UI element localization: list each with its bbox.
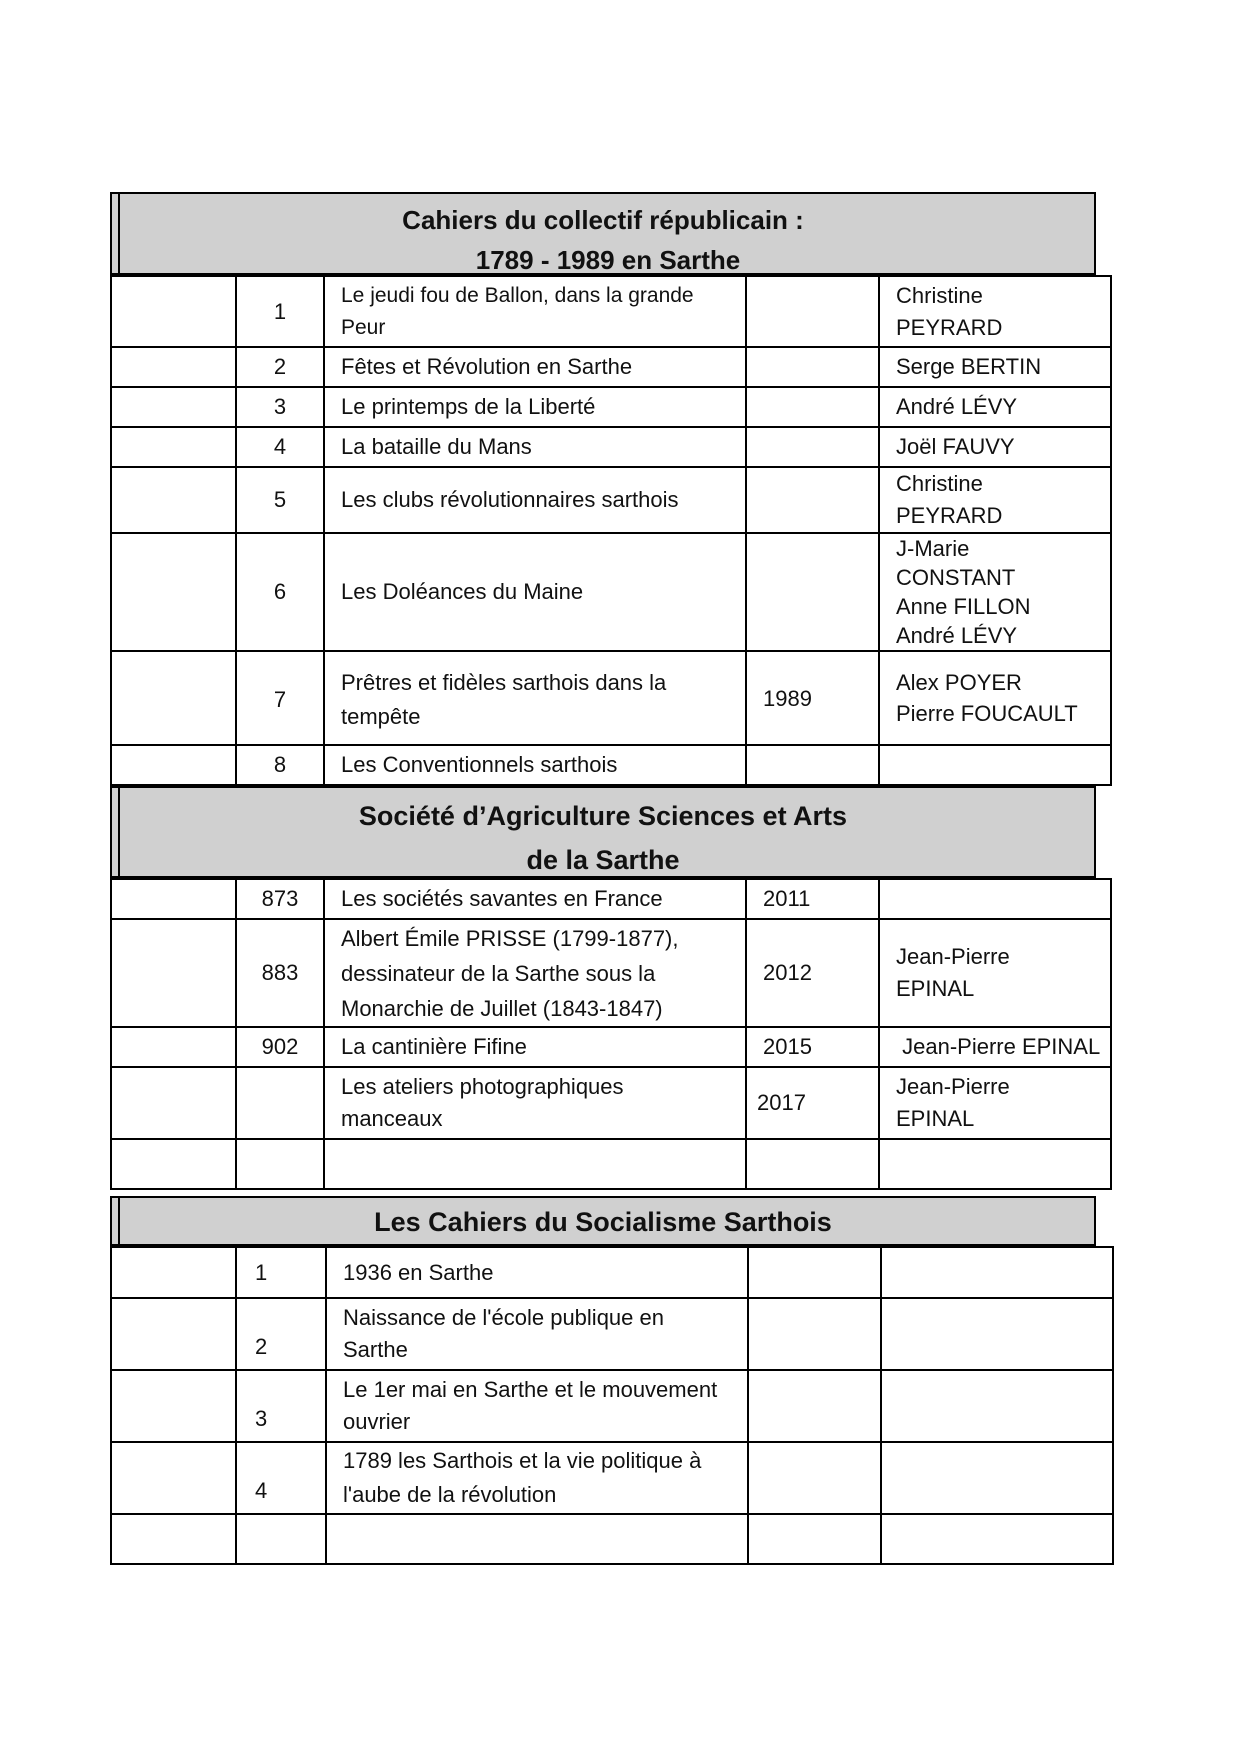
section-header	[110, 192, 1096, 275]
table-row	[111, 533, 1111, 651]
author-cell	[881, 1247, 1113, 1298]
year-cell	[746, 533, 879, 651]
title-cell: Prêtres et fidèles sarthois dans la tempête	[324, 651, 746, 745]
section-title: Société d’Agriculture Sciences et Arts	[358, 801, 848, 831]
title-cell	[324, 1139, 746, 1189]
blank-cell	[111, 1027, 236, 1067]
author-cell: J-Marie CONSTANT Anne FILLON André LÉVY	[879, 533, 1111, 651]
title-cell: 1936 en Sarthe	[326, 1247, 748, 1298]
table-row	[111, 1370, 1113, 1442]
table-row	[111, 1027, 1111, 1067]
blank-cell	[111, 533, 236, 651]
table-row	[111, 387, 1111, 427]
title-cell	[326, 1514, 748, 1564]
number-cell: 3	[236, 387, 324, 427]
year-cell	[746, 387, 879, 427]
author-cell: Christine PEYRARD	[879, 467, 1111, 533]
blank-cell	[111, 1370, 236, 1442]
number-cell: 4	[236, 1442, 326, 1514]
table-row	[111, 427, 1111, 467]
year-cell: 2017	[746, 1067, 879, 1139]
table-row	[111, 467, 1111, 533]
year-cell	[748, 1370, 881, 1442]
title-cell: Fêtes et Révolution en Sarthe	[324, 347, 746, 387]
blank-cell	[111, 1139, 236, 1189]
title-cell: Les clubs révolutionnaires sarthois	[324, 467, 746, 533]
section-subtitle: de la Sarthe	[526, 845, 680, 875]
year-cell	[748, 1247, 881, 1298]
catalog-document	[110, 192, 1106, 1565]
year-cell: 2012	[746, 919, 879, 1027]
blank-cell	[111, 387, 236, 427]
number-cell: 1	[236, 276, 324, 347]
number-cell: 8	[236, 745, 324, 785]
table-row	[111, 1514, 1113, 1564]
blank-cell	[111, 347, 236, 387]
blank-cell	[111, 467, 236, 533]
blank-cell	[111, 427, 236, 467]
author-cell	[881, 1514, 1113, 1564]
section-title: Cahiers du collectif républicain :	[402, 205, 804, 235]
table-row	[111, 276, 1111, 347]
year-cell	[746, 347, 879, 387]
title-cell: La cantinière Fifine	[324, 1027, 746, 1067]
number-cell	[236, 1514, 326, 1564]
title-cell: Les ateliers photographiques manceaux	[324, 1067, 746, 1139]
title-cell: Albert Émile PRISSE (1799-1877), dessinateur de la Sarthe sous la Monarchie de Juillet (1843-1847)	[324, 919, 746, 1027]
number-cell	[236, 1067, 324, 1139]
author-cell	[881, 1370, 1113, 1442]
year-cell	[746, 745, 879, 785]
title-cell: Le printemps de la Liberté	[324, 387, 746, 427]
number-cell: 5	[236, 467, 324, 533]
section-subtitle: 1789 - 1989 en Sarthe	[475, 245, 741, 275]
blank-cell	[111, 651, 236, 745]
year-cell: 2015	[746, 1027, 879, 1067]
author-cell	[881, 1298, 1113, 1370]
blank-cell	[111, 276, 236, 347]
number-cell	[236, 1139, 324, 1189]
title-cell: Les sociétés savantes en France	[324, 879, 746, 919]
blank-cell	[111, 1298, 236, 1370]
section-header	[110, 786, 1096, 878]
number-cell: 902	[236, 1027, 324, 1067]
title-cell: La bataille du Mans	[324, 427, 746, 467]
blank-cell	[111, 879, 236, 919]
number-cell: 6	[236, 533, 324, 651]
table-row	[111, 347, 1111, 387]
title-cell: Le jeudi fou de Ballon, dans la grande Peur	[324, 276, 746, 347]
number-cell: 7	[236, 651, 324, 745]
table-row	[111, 1298, 1113, 1370]
blank-cell	[111, 1442, 236, 1514]
author-cell	[879, 879, 1111, 919]
title-cell: Naissance de l'école publique en Sarthe	[326, 1298, 748, 1370]
blank-cell	[111, 1247, 236, 1298]
year-cell	[746, 427, 879, 467]
number-cell: 1	[236, 1247, 326, 1298]
table-row	[111, 879, 1111, 919]
table-row	[111, 1247, 1113, 1298]
year-cell	[748, 1442, 881, 1514]
number-cell: 873	[236, 879, 324, 919]
author-cell	[879, 745, 1111, 785]
year-cell: 1989	[746, 651, 879, 745]
number-cell: 3	[236, 1370, 326, 1442]
title-cell: Les Conventionnels sarthois	[324, 745, 746, 785]
author-cell	[879, 1139, 1111, 1189]
author-cell	[881, 1442, 1113, 1514]
table-row	[111, 919, 1111, 1027]
number-cell: 2	[236, 1298, 326, 1370]
title-cell: 1789 les Sarthois et la vie politique à l'aube de la révolution	[326, 1442, 748, 1514]
author-cell: Jean-Pierre EPINAL	[879, 919, 1111, 1027]
year-cell	[746, 1139, 879, 1189]
section-title: Les Cahiers du Socialisme Sarthois	[374, 1207, 832, 1237]
author-cell: Christine PEYRARD	[879, 276, 1111, 347]
author-cell: André LÉVY	[879, 387, 1111, 427]
blank-cell	[111, 919, 236, 1027]
author-cell: Alex POYER Pierre FOUCAULT	[879, 651, 1111, 745]
year-cell: 2011	[746, 879, 879, 919]
year-cell	[746, 276, 879, 347]
table-row	[111, 745, 1111, 785]
section-header	[110, 1196, 1096, 1246]
table-row	[111, 651, 1111, 745]
title-cell: Les Doléances du Maine	[324, 533, 746, 651]
section-table	[110, 878, 1112, 1190]
table-row	[111, 1442, 1113, 1514]
blank-cell	[111, 1067, 236, 1139]
section-table	[110, 275, 1112, 786]
year-cell	[746, 467, 879, 533]
author-cell: Jean-Pierre EPINAL	[879, 1067, 1111, 1139]
year-cell	[748, 1514, 881, 1564]
year-cell	[748, 1298, 881, 1370]
section-table	[110, 1246, 1114, 1565]
author-cell: Joël FAUVY	[879, 427, 1111, 467]
title-cell: Le 1er mai en Sarthe et le mouvement ouvrier	[326, 1370, 748, 1442]
number-cell: 4	[236, 427, 324, 467]
table-row	[111, 1067, 1111, 1139]
number-cell: 2	[236, 347, 324, 387]
table-row	[111, 1139, 1111, 1189]
blank-cell	[111, 1514, 236, 1564]
author-cell: Jean-Pierre EPINAL	[879, 1027, 1111, 1067]
number-cell: 883	[236, 919, 324, 1027]
blank-cell	[111, 745, 236, 785]
author-cell: Serge BERTIN	[879, 347, 1111, 387]
